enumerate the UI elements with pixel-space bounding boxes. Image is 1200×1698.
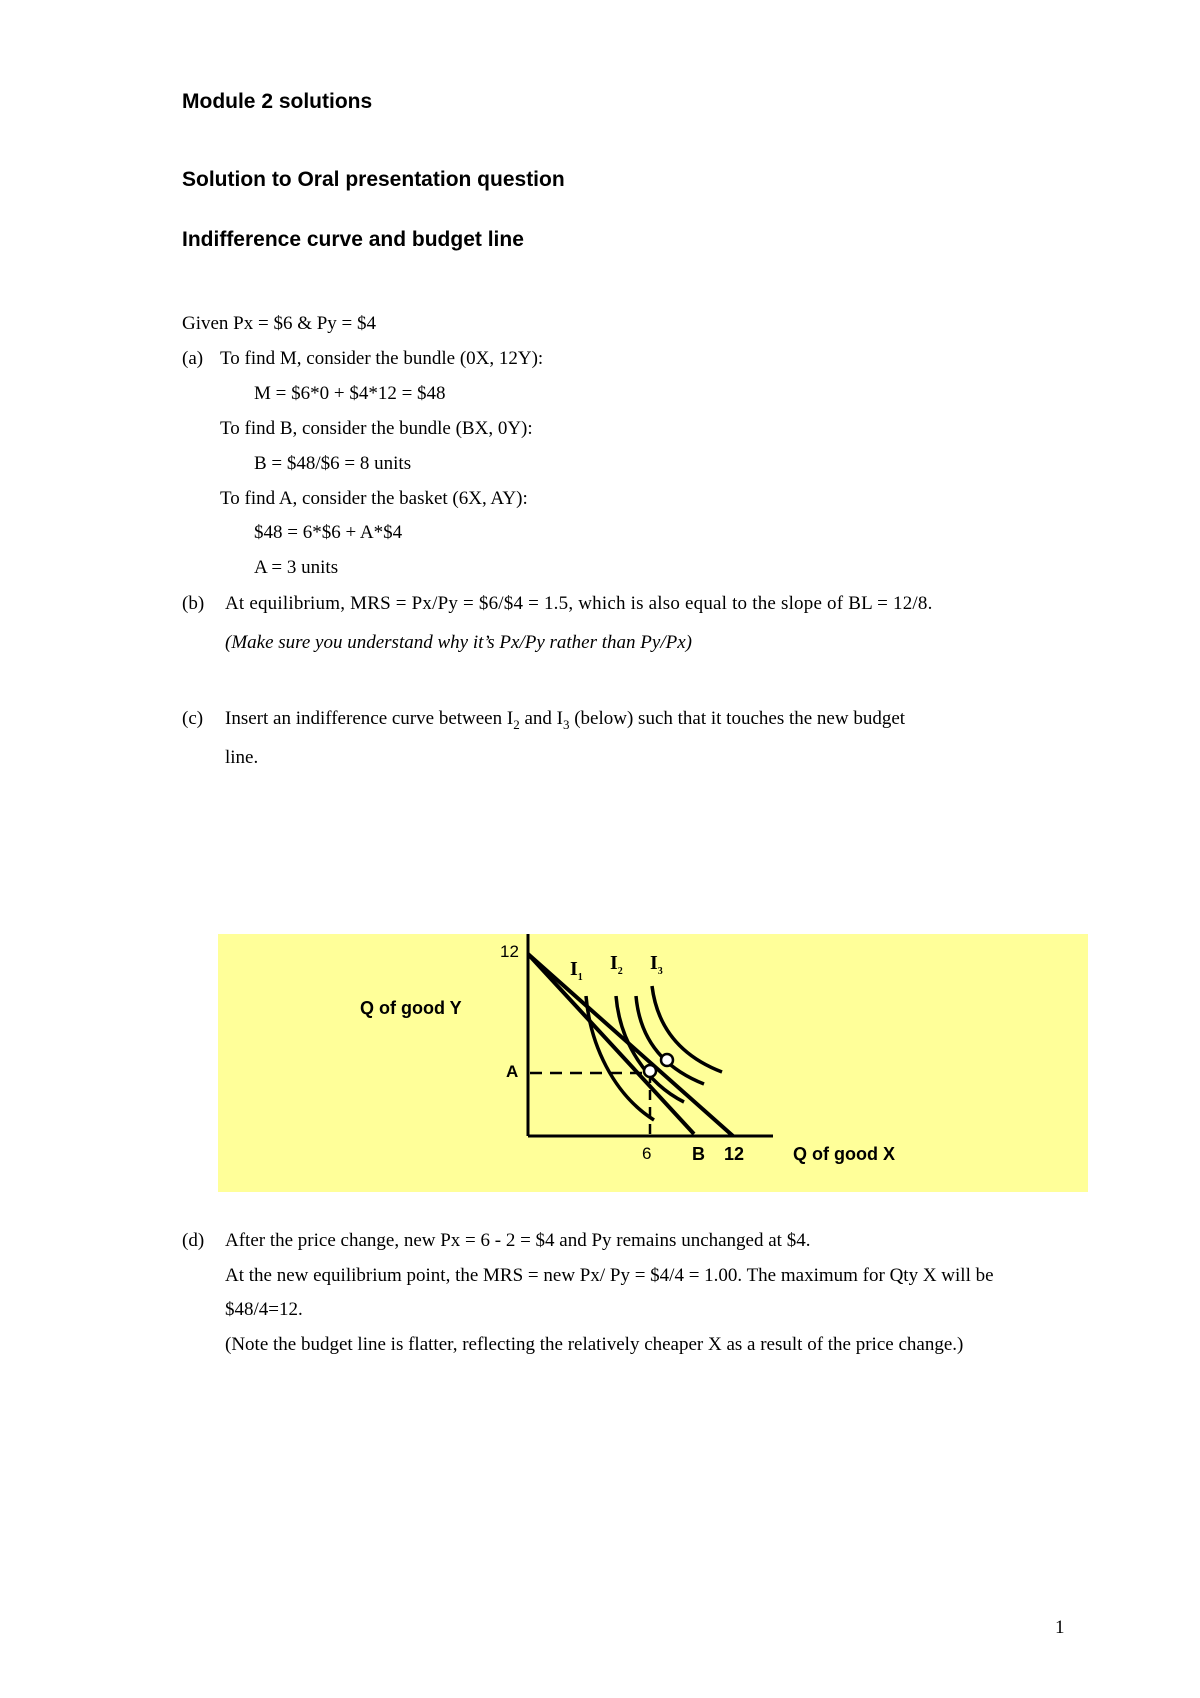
indifference-curve-diagram: [218, 934, 1088, 1192]
part-c-text-line2: line.: [225, 747, 259, 768]
part-c-text-before: Insert an indifference curve between I: [225, 708, 514, 729]
part-c-sub-3: 3: [562, 716, 570, 732]
part-d-line2: At the new equilibrium point, the MRS = new Px/ Py = $4/4 = 1.00. The maximum for Qty X will be: [225, 1265, 994, 1286]
part-b-text: At equilibrium, MRS = Px/Py = $6/$4 = 1.5, which is also equal to the slope of BL = 12/8.: [225, 593, 933, 614]
curve-label-i1: $I_1$: [570, 958, 583, 983]
subsection-heading: Indifference curve and budget line: [182, 228, 524, 251]
part-a-find-b: To find B, consider the bundle (BX, 0Y):: [220, 418, 533, 439]
equilibrium-point-new: [661, 1054, 673, 1066]
curve-label-i3: $I_3$: [650, 952, 663, 977]
x-axis-label: Q of good X: [793, 1144, 895, 1164]
page-title: Module 2 solutions: [182, 90, 373, 113]
given-prices: Given Px = $6 & Py = $4: [182, 313, 377, 334]
part-c-text-mid: and I: [519, 708, 563, 729]
part-a-find-m: To find M, consider the bundle (0X, 12Y):: [220, 348, 544, 369]
equilibrium-point-original: [644, 1065, 656, 1077]
part-c-text-after: (below) such that it touches the new budget: [569, 708, 906, 729]
y-tick-12: 12: [500, 942, 519, 961]
part-c-marker: (c): [182, 708, 204, 729]
y-tick-a: A: [506, 1062, 519, 1081]
curve-label-i2: $I_2$: [610, 952, 623, 977]
part-d-line1: After the price change, new Px = 6 - 2 = $4 and Py remains unchanged at $4.: [225, 1230, 811, 1251]
part-d-line3: $48/4=12.: [225, 1299, 303, 1320]
part-a-a-equation-1: $48 = 6*$6 + A*$4: [254, 522, 403, 543]
y-axis-label: Q of good Y: [360, 998, 462, 1018]
part-c-text: [225, 708, 905, 733]
part-a-find-a: To find A, consider the basket (6X, AY):: [220, 488, 528, 509]
part-d-line4: (Note the budget line is flatter, reflecting the relatively cheaper X as a result of the price change.): [225, 1334, 964, 1355]
part-c-sub-2: 2: [513, 716, 520, 732]
section-heading: Solution to Oral presentation question: [182, 168, 565, 191]
part-a-marker: (a): [182, 348, 204, 369]
part-a-m-equation: M = $6*0 + $4*12 = $48: [254, 383, 446, 404]
part-a-b-equation: B = $48/$6 = 8 units: [254, 453, 412, 474]
budget-line-new: [528, 954, 694, 1134]
page-number: 1: [1055, 1617, 1065, 1638]
x-tick-6: 6: [642, 1144, 652, 1163]
part-b-marker: (b): [182, 593, 205, 614]
x-tick-b: B: [692, 1144, 705, 1164]
part-b-note: (Make sure you understand why it’s Px/Py rather than Py/Px): [225, 632, 692, 653]
part-d-marker: (d): [182, 1230, 205, 1251]
x-tick-12: 12: [724, 1144, 745, 1164]
part-a-a-equation-2: A = 3 units: [254, 557, 339, 578]
